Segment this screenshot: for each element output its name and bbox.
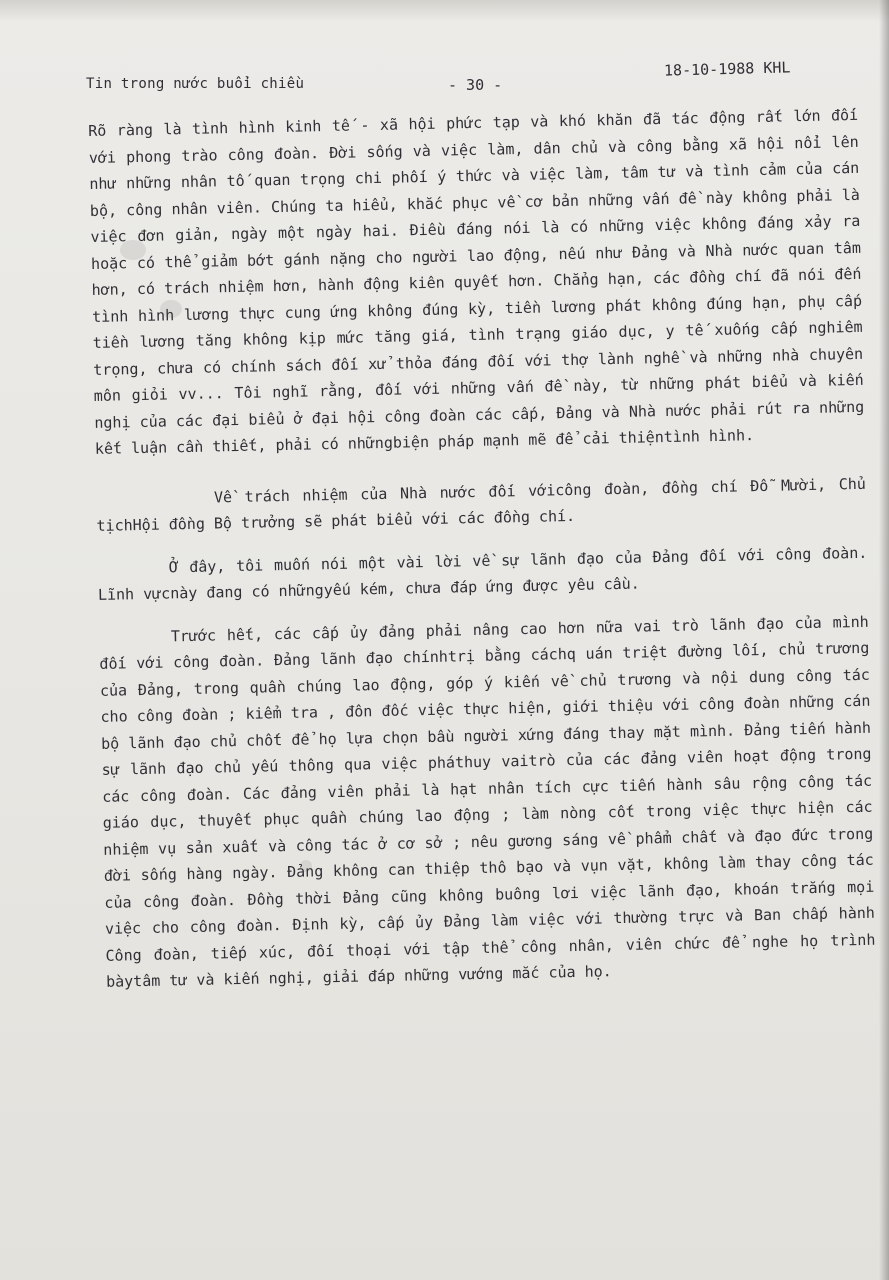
header-date: 18-10-1988 KHL [663, 58, 791, 80]
page-edge-shadow [879, 0, 889, 1280]
page-header [0, 0, 889, 110]
paragraph-3: Ở đây, tôi muốn nói một vài lời về sự lãnh đạo của Đảng đối với công đoàn. Lĩnh vựcnày đang có nhữngyếu kém, chưa đáp ứng được yêu cầu. [97, 543, 868, 604]
paragraph-4: Trước hết, các cấp ủy đảng phải nâng cao hơn nữa vai trò lãnh đạo của mình đối với công đoàn. Đảng lãnh đạo chínhtrị bằng cáchq uán triệt đường lối, chủ trương của Đảng, trong quần chúng lao động, góp ý kiến về chủ trương và nội dung công tác cho công đoàn ; kiểm tra , đôn đốc việc thực hiện, giới thiệu với công đoàn những cán bộ lãnh đạo chủ chốt để họ lựa chọn bầu người xứng đáng thay mặt mình. Đảng tiến hành sự lãnh đạo chủ yếu thông qua việc pháthuy vaitrò của các đảng viên hoạt động trong các công đoàn. Các đảng viên phải là hạt nhân tích cực tiến hành sâu rộng công tác giáo dục, thuyết phục quần chúng lao động ; làm nòng cốt trong việc thực hiện các nhiệm vụ sản xuất và công tác ở cơ sở ; nêu gương sáng về phẩm chất và đạo đức trong đời sống hàng ngày. Đảng không can thiệp thô bạo và vụn vặt, không làm thay công tác của công đoàn. Đồng thời Đảng cũng không buông lơi việc lãnh đạo, khoán trắng mọi việc cho công đoàn. Định kỳ, cấp ủy Đảng làm việc với thường trực và Ban chấp hành Công đoàn, tiếp xúc, đối thoại với tập thể công nhân, viên chức để nghe họ trình bàytâm tư và kiến nghị, giải đáp những vướng mắc của họ. [99, 612, 876, 991]
paragraph-1: Rõ ràng là tình hình kinh tế - xã hội phức tạp và khó khăn đã tác động rất lớn đối với phong trào công đoàn. Đời sống và việc làm, dân chủ và công bằng xã hội nổi lên như những nhân tố quan trọng chi phối ý thức và việc làm, tâm tư và tình cảm của cán bộ, công nhân viên. Chúng ta hiểu, khắc phục về cơ bản những vấn đề này không phải là việc đơn giản, ngày một ngày hai. Điều đáng nói là có những việc không đáng xảy ra hoặc có thể giảm bớt gánh nặng cho người lao động, nếu như Đảng và Nhà nước quan tâm hơn, có trách nhiệm hơn, hành động kiên quyết hơn. Chẳng hạn, các đồng chí đã nói đến tình hình lương thực cung ứng không đúng kỳ, tiền lương phát không đúng hạn, phụ cấp tiền lương tăng không kịp mức tăng giá, tình trạng giáo dục, y tế xuống cấp nghiêm trọng, chưa có chính sách đối xử thỏa đáng đối với thợ lành nghề và những nhà chuyên môn giỏi vv... Tôi nghĩ rằng, đối với những vấn đề này, từ những phát biểu và kiến nghị của các đại biểu ở đại hội công đoàn các cấp, Đảng và Nhà nước phải rút ra những kết luận cần thiết, phải có nhữngbiện pháp mạnh mẽ để cải thiệntình hình. [88, 105, 865, 458]
header-source: Tin trong nước buổi chiều [86, 76, 305, 92]
page-number: - 30 - [448, 76, 503, 94]
paper-smudge [160, 300, 182, 318]
body-text [88, 102, 876, 995]
paper-smudge [120, 240, 146, 260]
paper-smudge [300, 860, 312, 872]
paragraph-2: Về trách nhiệm của Nhà nước đối vớicông đoàn, đồng chí Đỗ Mười, Chủ tịchHội đồng Bộ trưởng sẽ phát biểu với các đồng chí. [96, 474, 867, 535]
